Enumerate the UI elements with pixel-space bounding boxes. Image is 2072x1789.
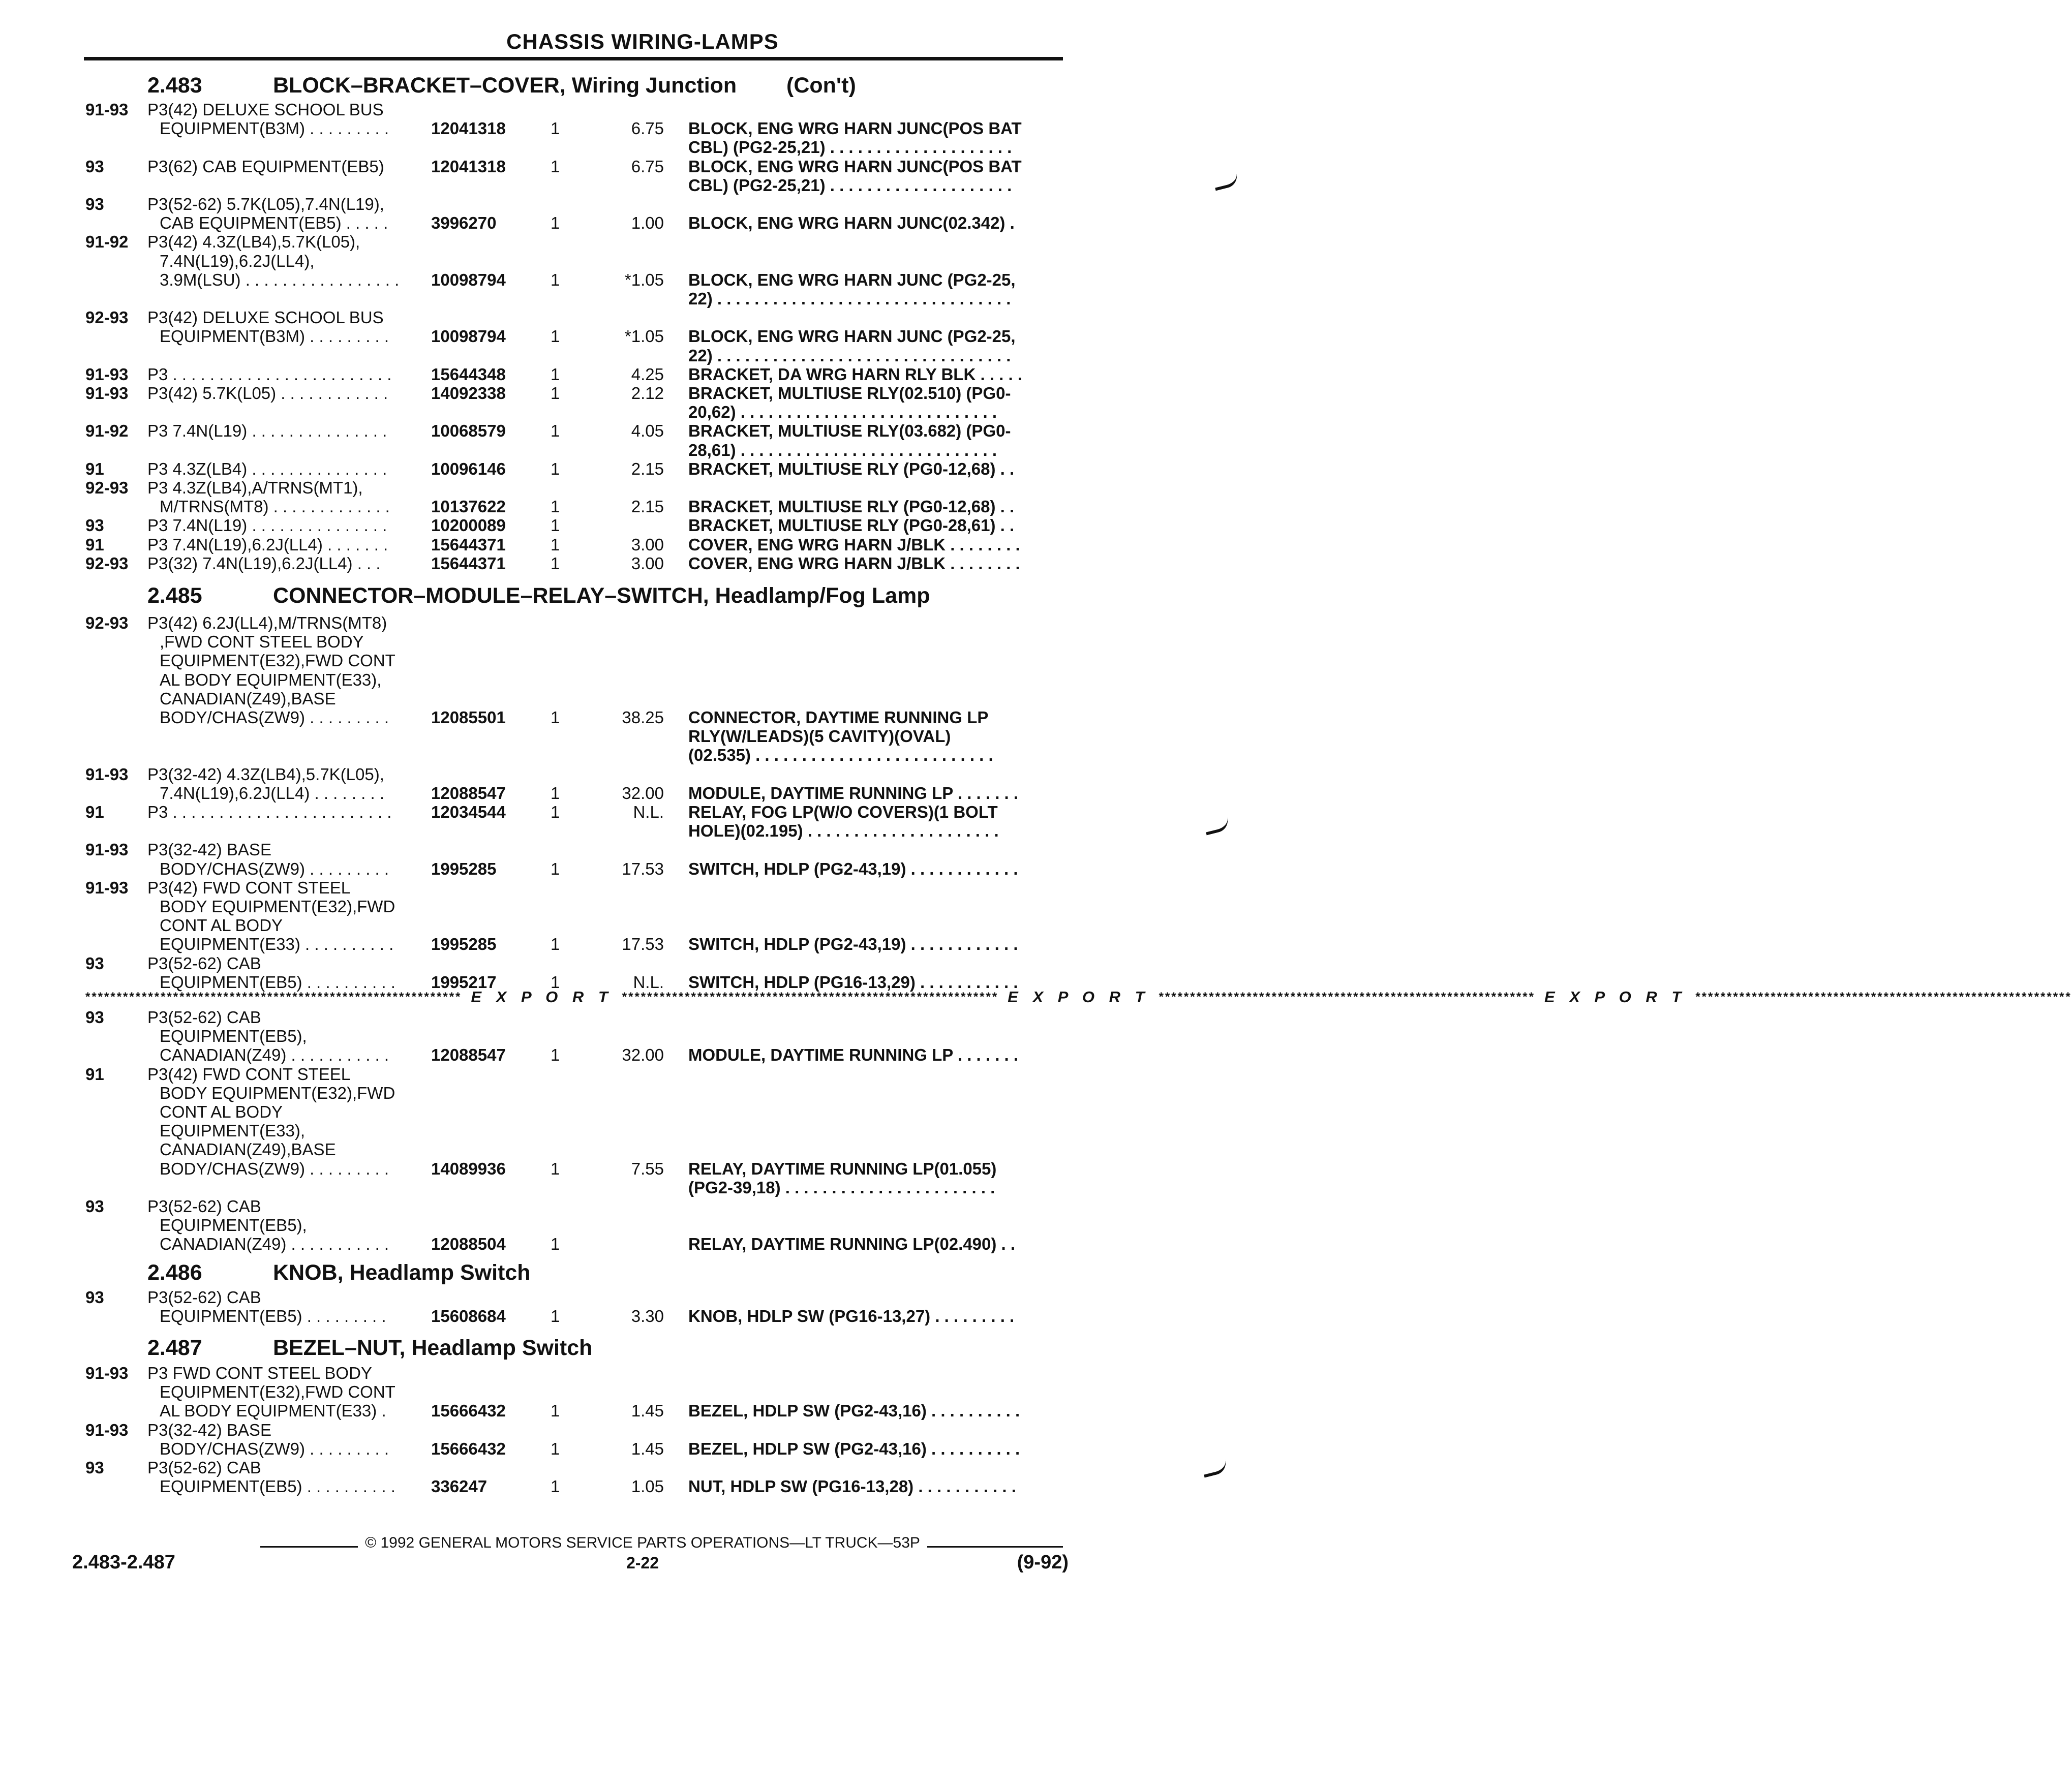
application: BODY EQUIPMENT(E32),FWD <box>160 1083 395 1102</box>
continued-label: (Con't) <box>786 73 856 98</box>
part-description: CBL) (PG2-25,21) . . . . . . . . . . . . . . . . . . . . <box>688 175 1012 195</box>
section-heading <box>0 73 1285 98</box>
part-number: 10098794 <box>431 270 506 289</box>
model-years: 92-93 <box>85 613 129 632</box>
part-number: 1995217 <box>431 972 497 992</box>
application: EQUIPMENT(EB5) . . . . . . . . . . <box>160 972 395 992</box>
part-description: MODULE, DAYTIME RUNNING LP . . . . . . . <box>688 1045 1019 1065</box>
quantity: 1 <box>551 213 560 233</box>
application: P3(52-62) CAB <box>147 1458 261 1477</box>
part-number: 15644348 <box>431 364 506 384</box>
table-row <box>0 1382 1285 1401</box>
table-row <box>0 403 1285 421</box>
star-fill: ************************************************************ <box>85 990 462 1004</box>
table-row <box>0 765 1285 784</box>
application: CANADIAN(Z49) . . . . . . . . . . . <box>160 1235 389 1254</box>
table-row <box>0 878 1285 897</box>
model-years: 91-93 <box>85 1420 129 1439</box>
price: 6.75 <box>631 157 664 176</box>
part-description: BLOCK, ENG WRG HARN JUNC(POS BAT <box>688 119 1022 138</box>
part-description: 28,61) . . . . . . . . . . . . . . . . . . . . . . . . . . . . <box>688 440 997 459</box>
table-row <box>0 897 1285 916</box>
application: P3(32-42) BASE <box>147 1420 271 1439</box>
application: P3 7.4N(L19) . . . . . . . . . . . . . . . <box>147 516 387 535</box>
application: EQUIPMENT(E32),FWD CONT <box>160 1382 395 1402</box>
price: 1.05 <box>631 1477 664 1496</box>
table-row <box>0 1439 1285 1458</box>
application: P3(42) FWD CONT STEEL <box>147 1064 351 1084</box>
application: EQUIPMENT(B3M) . . . . . . . . . <box>160 119 389 138</box>
quantity: 1 <box>551 708 560 727</box>
model-years: 91 <box>85 459 104 478</box>
table-row <box>0 232 1285 251</box>
model-years: 91 <box>85 535 104 554</box>
application: EQUIPMENT(EB5) . . . . . . . . . <box>160 1307 386 1326</box>
table-row <box>0 535 1285 554</box>
price: 32.00 <box>622 1045 664 1065</box>
table-row <box>0 1121 1285 1140</box>
model-years: 93 <box>85 1008 104 1027</box>
table-row <box>0 384 1285 403</box>
part-number: 15644371 <box>431 553 506 573</box>
table-row <box>0 1235 1285 1253</box>
table-row <box>0 1159 1285 1178</box>
quantity: 1 <box>551 516 560 535</box>
price: 2.15 <box>631 497 664 516</box>
quantity: 1 <box>551 783 560 803</box>
table-row <box>0 670 1285 689</box>
part-number: 14089936 <box>431 1159 506 1178</box>
star-fill: ************************************************************ <box>1159 990 1535 1004</box>
quantity: 1 <box>551 803 560 821</box>
part-description: BLOCK, ENG WRG HARN JUNC (PG2-25, <box>688 327 1016 346</box>
application: CONT AL BODY <box>160 1102 283 1121</box>
application: P3(52-62) CAB <box>147 1008 261 1027</box>
part-description: (02.535) . . . . . . . . . . . . . . . . . . . . . . . . . . <box>688 746 993 765</box>
price: 7.55 <box>631 1159 664 1178</box>
table-row <box>0 1065 1285 1084</box>
footer-section-range: 2.483-2.487 <box>72 1552 175 1573</box>
part-description: BLOCK, ENG WRG HARN JUNC (PG2-25, <box>688 270 1016 289</box>
model-years: 91-93 <box>85 878 129 897</box>
part-description: BRACKET, MULTIUSE RLY (PG0-28,61) . . <box>688 516 1015 535</box>
part-description: RLY(W/LEADS)(5 CAVITY)(OVAL) <box>688 727 951 746</box>
part-description: SWITCH, HDLP (PG2-43,19) . . . . . . . . . . . . <box>688 859 1018 878</box>
table-row <box>0 784 1285 803</box>
application: CANADIAN(Z49) . . . . . . . . . . . <box>160 1045 389 1065</box>
model-years: 91-93 <box>85 384 129 403</box>
application: P3 7.4N(L19),6.2J(LL4) . . . . . . . <box>147 535 388 554</box>
table-row <box>0 459 1285 478</box>
section-number: 2.486 <box>147 1260 202 1285</box>
table-row <box>0 1102 1285 1121</box>
price: 3.00 <box>631 553 664 573</box>
quantity: 1 <box>551 459 560 478</box>
application: CAB EQUIPMENT(EB5) . . . . . <box>160 213 388 233</box>
quantity: 1 <box>551 1477 560 1496</box>
part-number: 3996270 <box>431 213 497 233</box>
application: P3 . . . . . . . . . . . . . . . . . . . . . . . . <box>147 364 392 384</box>
application: EQUIPMENT(EB5), <box>160 1027 307 1046</box>
model-years: 92-93 <box>85 308 129 327</box>
application: 3.9M(LSU) . . . . . . . . . . . . . . . . . <box>160 270 400 289</box>
model-years: 91-92 <box>85 232 129 252</box>
part-description: BRACKET, MULTIUSE RLY(03.682) (PG0- <box>688 421 1011 441</box>
application: P3(42) DELUXE SCHOOL BUS <box>147 308 384 327</box>
table-row <box>0 346 1285 365</box>
part-description: BLOCK, ENG WRG HARN JUNC(02.342) . <box>688 213 1015 233</box>
quantity: 1 <box>551 157 560 176</box>
part-number: 10137622 <box>431 497 506 516</box>
application: M/TRNS(MT8) . . . . . . . . . . . . . <box>160 497 390 516</box>
table-row <box>0 554 1285 573</box>
part-number: 12088547 <box>431 783 506 803</box>
table-row <box>0 651 1285 670</box>
part-number: 10200089 <box>431 516 506 535</box>
application: ,FWD CONT STEEL BODY <box>160 632 364 652</box>
model-years: 93 <box>85 953 104 973</box>
part-description: 22) . . . . . . . . . . . . . . . . . . . . . . . . . . . . . . . . <box>688 346 1011 365</box>
table-row <box>0 1084 1285 1102</box>
quantity: 1 <box>551 270 560 289</box>
part-description: 20,62) . . . . . . . . . . . . . . . . . . . . . . . . . . . . <box>688 403 997 422</box>
part-number: 12088504 <box>431 1235 506 1254</box>
table-row <box>0 859 1285 878</box>
section-number: 2.483 <box>147 73 202 98</box>
table-row <box>0 1178 1285 1197</box>
price: *1.05 <box>624 270 664 289</box>
quantity: 1 <box>551 384 560 403</box>
star-fill: ************************************************************ <box>1695 990 2072 1004</box>
model-years: 91-93 <box>85 840 129 859</box>
table-row <box>0 1401 1285 1420</box>
quantity: 1 <box>551 1401 560 1421</box>
table-row <box>0 1045 1285 1064</box>
table-row <box>0 327 1285 346</box>
application: P3(52-62) CAB <box>147 1288 261 1307</box>
application: P3(62) CAB EQUIPMENT(EB5) <box>147 157 384 176</box>
table-row <box>0 516 1285 535</box>
section-title: BLOCK–BRACKET–COVER, Wiring Junction <box>273 73 737 98</box>
part-description: 22) . . . . . . . . . . . . . . . . . . . . . . . . . . . . . . . . <box>688 289 1011 308</box>
model-years: 93 <box>85 1458 104 1477</box>
part-number: 10098794 <box>431 327 506 346</box>
price: 2.15 <box>631 459 664 478</box>
table-row <box>0 100 1285 119</box>
part-description: BRACKET, MULTIUSE RLY (PG0-12,68) . . <box>688 497 1015 516</box>
price: 1.00 <box>631 213 664 233</box>
quantity: 1 <box>551 119 560 138</box>
price: 32.00 <box>622 783 664 803</box>
table-row <box>0 157 1285 176</box>
part-description: CBL) (PG2-25,21) . . . . . . . . . . . . . . . . . . . . <box>688 138 1012 157</box>
model-years: 91-93 <box>85 764 129 784</box>
application: BODY/CHAS(ZW9) . . . . . . . . . <box>160 1439 389 1458</box>
application: EQUIPMENT(B3M) . . . . . . . . . <box>160 327 389 346</box>
model-years: 91 <box>85 1064 104 1084</box>
application: P3 4.3Z(LB4),A/TRNS(MT1), <box>147 478 363 497</box>
table-row <box>0 1197 1285 1216</box>
table-row <box>0 1027 1285 1045</box>
table-row <box>0 1477 1285 1496</box>
part-description: BEZEL, HDLP SW (PG2-43,16) . . . . . . . . . . <box>688 1439 1020 1458</box>
application: P3(32-42) BASE <box>147 840 271 859</box>
footer-date: (9-92) <box>1017 1552 1069 1573</box>
part-description: MODULE, DAYTIME RUNNING LP . . . . . . . <box>688 783 1019 803</box>
part-number: 15666432 <box>431 1439 506 1458</box>
section-title: CONNECTOR–MODULE–RELAY–SWITCH, Headlamp/Fog Lamp <box>273 583 930 608</box>
application: BODY EQUIPMENT(E32),FWD <box>160 897 395 916</box>
application: BODY/CHAS(ZW9) . . . . . . . . . <box>160 1159 389 1178</box>
part-description: BRACKET, DA WRG HARN RLY BLK . . . . . <box>688 364 1022 384</box>
application: P3(42) FWD CONT STEEL <box>147 878 351 897</box>
part-number: 12041318 <box>431 119 506 138</box>
quantity: 1 <box>551 1045 560 1065</box>
application: BODY/CHAS(ZW9) . . . . . . . . . <box>160 859 389 878</box>
application: P3(52-62) CAB <box>147 1197 261 1216</box>
table-row <box>0 1364 1285 1382</box>
price: 6.75 <box>631 119 664 138</box>
section-number: 2.485 <box>147 583 202 608</box>
part-number: 1995285 <box>431 859 497 878</box>
section-title: KNOB, Headlamp Switch <box>273 1260 531 1285</box>
price: 38.25 <box>622 708 664 727</box>
application: P3(42) 4.3Z(LB4),5.7K(L05), <box>147 232 360 252</box>
table-row <box>0 803 1285 821</box>
table-row <box>0 1421 1285 1439</box>
price: *1.05 <box>624 327 664 346</box>
application: CONT AL BODY <box>160 916 283 935</box>
price: 3.00 <box>631 535 664 554</box>
footer-copyright: © 1992 GENERAL MOTORS SERVICE PARTS OPERATIONS—LT TRUCK—53P <box>0 1534 1285 1552</box>
application: P3(42) DELUXE SCHOOL BUS <box>147 100 384 119</box>
star-fill: ************************************************************ <box>622 990 999 1004</box>
part-number: 336247 <box>431 1477 487 1496</box>
part-number: 1995285 <box>431 935 497 954</box>
footer-page-number: 2-22 <box>626 1554 659 1572</box>
quantity: 1 <box>551 421 560 441</box>
application: P3(32-42) 4.3Z(LB4),5.7K(L05), <box>147 764 384 784</box>
quantity: 1 <box>551 553 560 573</box>
table-row <box>0 708 1285 727</box>
table-row <box>0 119 1285 138</box>
part-description: COVER, ENG WRG HARN J/BLK . . . . . . . . <box>688 553 1020 573</box>
part-description: BLOCK, ENG WRG HARN JUNC(POS BAT <box>688 157 1022 176</box>
price: N.L. <box>633 803 664 821</box>
part-description: RELAY, DAYTIME RUNNING LP(01.055) <box>688 1159 997 1178</box>
table-row <box>0 840 1285 859</box>
application: 7.4N(L19),6.2J(LL4) . . . . . . . . <box>160 783 385 803</box>
part-description: BRACKET, MULTIUSE RLY(02.510) (PG0- <box>688 384 1011 403</box>
model-years: 92-93 <box>85 478 129 497</box>
application: P3(42) 5.7K(L05) . . . . . . . . . . . . <box>147 384 388 403</box>
part-number: 15608684 <box>431 1307 506 1326</box>
application: P3(52-62) 5.7K(L05),7.4N(L19), <box>147 195 384 213</box>
table-row <box>0 270 1285 289</box>
application: BODY/CHAS(ZW9) . . . . . . . . . <box>160 708 389 727</box>
part-description: (PG2-39,18) . . . . . . . . . . . . . . . . . . . . . . . <box>688 1178 995 1197</box>
application: AL BODY EQUIPMENT(E33), <box>160 670 382 689</box>
section-heading <box>0 583 1285 608</box>
table-row <box>0 213 1285 232</box>
table-row <box>0 176 1285 195</box>
export-label: E X P O R T <box>1544 988 1687 1006</box>
table-row <box>0 497 1285 516</box>
application: 7.4N(L19),6.2J(LL4), <box>160 251 315 270</box>
price: 17.53 <box>622 859 664 878</box>
table-row <box>0 1307 1285 1325</box>
table-row <box>0 308 1285 327</box>
part-number: 10096146 <box>431 459 506 478</box>
table-row <box>0 916 1285 935</box>
part-description: SWITCH, HDLP (PG2-43,19) . . . . . . . . . . . . <box>688 935 1018 954</box>
table-row <box>0 1216 1285 1235</box>
quantity: 1 <box>551 859 560 878</box>
model-years: 91 <box>85 803 104 821</box>
model-years: 91-93 <box>85 1364 129 1382</box>
table-row <box>0 632 1285 651</box>
part-number: 15644371 <box>431 535 506 554</box>
application: P3(42) 6.2J(LL4),M/TRNS(MT8) <box>147 613 387 632</box>
quantity: 1 <box>551 1235 560 1254</box>
part-description: RELAY, FOG LP(W/O COVERS)(1 BOLT <box>688 803 998 821</box>
application: EQUIPMENT(EB5) . . . . . . . . . . <box>160 1477 395 1496</box>
model-years: 93 <box>85 1197 104 1216</box>
table-row <box>0 935 1285 953</box>
export-divider <box>85 988 2072 1006</box>
table-row <box>0 252 1285 270</box>
part-description: COVER, ENG WRG HARN J/BLK . . . . . . . . <box>688 535 1020 554</box>
application: EQUIPMENT(E32),FWD CONT <box>160 651 395 670</box>
application: CANADIAN(Z49),BASE <box>160 689 336 708</box>
part-description: BEZEL, HDLP SW (PG2-43,16) . . . . . . . . . . <box>688 1401 1020 1421</box>
part-description: SWITCH, HDLP (PG16-13,29) . . . . . . . . . . . <box>688 972 1018 992</box>
price: 1.45 <box>631 1401 664 1421</box>
section-title: BEZEL–NUT, Headlamp Switch <box>273 1336 593 1360</box>
section-heading <box>0 1335 1285 1361</box>
part-description: KNOB, HDLP SW (PG16-13,27) . . . . . . . . . <box>688 1307 1015 1326</box>
quantity: 1 <box>551 1159 560 1178</box>
part-description: CONNECTOR, DAYTIME RUNNING LP <box>688 708 989 727</box>
quantity: 1 <box>551 497 560 516</box>
application: P3 4.3Z(LB4) . . . . . . . . . . . . . . . <box>147 459 387 478</box>
part-number: 12088547 <box>431 1045 506 1065</box>
table-row <box>0 1458 1285 1477</box>
application: EQUIPMENT(E33), <box>160 1121 306 1140</box>
application: EQUIPMENT(EB5), <box>160 1216 307 1235</box>
export-label: E X P O R T <box>471 988 613 1006</box>
model-years: 92-93 <box>85 553 129 573</box>
application: P3(32) 7.4N(L19),6.2J(LL4) . . . <box>147 553 381 573</box>
price: N.L. <box>633 972 664 992</box>
quantity: 1 <box>551 935 560 954</box>
part-number: 10068579 <box>431 421 506 441</box>
page-title: CHASSIS WIRING-LAMPS <box>506 29 779 53</box>
model-years: 91-93 <box>85 100 129 119</box>
model-years: 91-92 <box>85 421 129 441</box>
section-heading <box>0 1260 1285 1285</box>
application: P3 7.4N(L19) . . . . . . . . . . . . . . . <box>147 421 387 441</box>
quantity: 1 <box>551 327 560 346</box>
part-description: NUT, HDLP SW (PG16-13,28) . . . . . . . . . . . <box>688 1477 1016 1496</box>
table-row <box>0 421 1285 440</box>
price: 17.53 <box>622 935 664 954</box>
part-number: 14092338 <box>431 384 506 403</box>
quantity: 1 <box>551 364 560 384</box>
quantity: 1 <box>551 1439 560 1458</box>
table-row <box>0 954 1285 973</box>
section-number: 2.487 <box>147 1336 202 1360</box>
part-description: HOLE)(02.195) . . . . . . . . . . . . . . . . . . . . . <box>688 821 999 841</box>
application: P3 FWD CONT STEEL BODY <box>147 1364 372 1382</box>
part-description: RELAY, DAYTIME RUNNING LP(02.490) . . <box>688 1235 1016 1254</box>
quantity: 1 <box>551 972 560 992</box>
table-row <box>0 1140 1285 1159</box>
model-years: 93 <box>85 1288 104 1307</box>
price: 1.45 <box>631 1439 664 1458</box>
application: AL BODY EQUIPMENT(E33) . <box>160 1401 386 1421</box>
table-row <box>0 195 1285 213</box>
quantity: 1 <box>551 535 560 554</box>
application: P3 . . . . . . . . . . . . . . . . . . . . . . . . <box>147 803 392 821</box>
header-rule <box>84 57 1063 60</box>
application: EQUIPMENT(E33) . . . . . . . . . . <box>160 935 394 954</box>
table-row <box>0 1288 1285 1307</box>
table-row <box>0 1008 1285 1027</box>
quantity: 1 <box>551 1307 560 1326</box>
table-row <box>0 746 1285 764</box>
table-row <box>0 478 1285 497</box>
table-row <box>0 727 1285 746</box>
price: 4.05 <box>631 421 664 441</box>
table-row <box>0 138 1285 157</box>
application: CANADIAN(Z49),BASE <box>160 1140 336 1159</box>
table-row <box>0 821 1285 840</box>
export-label: E X P O R T <box>1008 988 1150 1006</box>
part-number: 12034544 <box>431 803 506 821</box>
price: 3.30 <box>631 1307 664 1326</box>
part-number: 15666432 <box>431 1401 506 1421</box>
model-years: 93 <box>85 516 104 535</box>
table-row <box>0 613 1285 632</box>
part-number: 12085501 <box>431 708 506 727</box>
model-years: 91-93 <box>85 364 129 384</box>
table-row <box>0 289 1285 308</box>
table-row <box>0 441 1285 459</box>
model-years: 93 <box>85 195 104 213</box>
application: P3(52-62) CAB <box>147 953 261 973</box>
part-description: BRACKET, MULTIUSE RLY (PG0-12,68) . . <box>688 459 1015 478</box>
model-years: 93 <box>85 157 104 176</box>
price: 2.12 <box>631 384 664 403</box>
table-row <box>0 689 1285 708</box>
part-number: 12041318 <box>431 157 506 176</box>
price: 4.25 <box>631 364 664 384</box>
table-row <box>0 365 1285 384</box>
